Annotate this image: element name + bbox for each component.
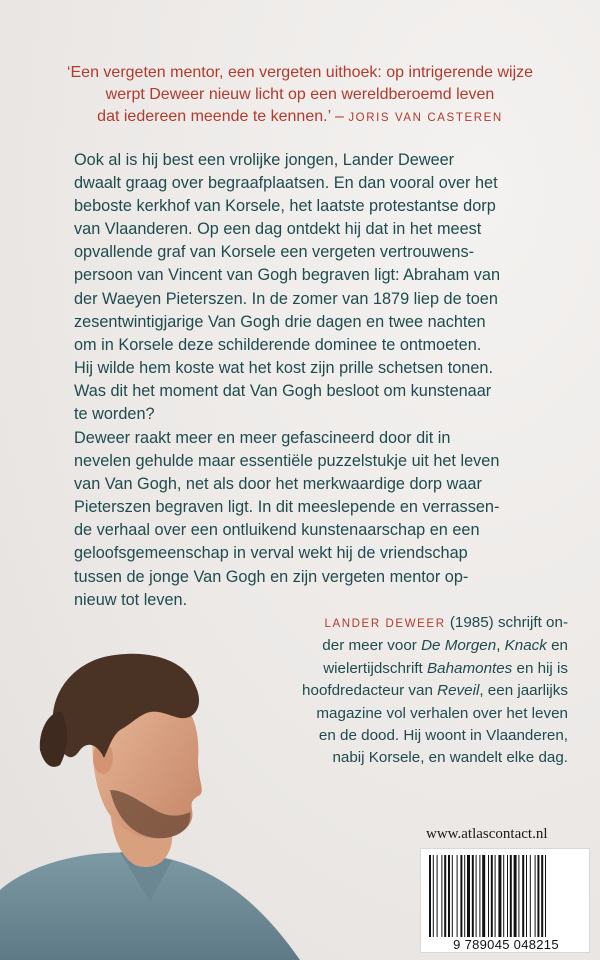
blurb-paragraph-1 xyxy=(74,149,544,426)
p1-line: om in Korsele deze schilderende dominee te ontmoeten. xyxy=(74,335,482,354)
quote-line-3-text: dat iedereen meende te kennen.’ xyxy=(97,108,331,125)
publisher-url[interactable]: www.atlascontact.nl xyxy=(426,826,548,842)
bio-text: , xyxy=(496,637,505,655)
publication-title: Bahamontes xyxy=(427,659,513,677)
author-bio xyxy=(268,612,568,770)
p1-line: Ook al is hij best een vrolijke jongen, Lander Deweer xyxy=(74,151,455,169)
p1-line: te worden? xyxy=(74,405,155,424)
isbn-barcode xyxy=(420,848,590,953)
bio-text: wielertijdschrift xyxy=(323,659,427,677)
p1-line: persoon van Vincent van Gogh begraven ligt: Abraham van xyxy=(74,266,501,285)
blurb-paragraph-2 xyxy=(74,427,544,612)
quote-author: JORIS VAN CASTEREN xyxy=(348,112,503,124)
isbn-number: 9 789045 048215 xyxy=(453,937,559,952)
bio-line-1 xyxy=(268,612,568,635)
p1-line: der Waeyen Pieterszen. In de zomer van 1879 liep de toen xyxy=(74,289,498,308)
author-name: LANDER DEWEER xyxy=(324,618,446,630)
publication-title: Reveil xyxy=(437,682,480,700)
bio-line-5: magazine vol verhalen over het leven xyxy=(316,704,568,722)
p2-line: geloofsgemeenschap in verval wekt hij de vriendschap xyxy=(74,544,468,563)
p2-line: Deweer raakt meer en meer gefascineerd door dit in xyxy=(74,429,451,447)
publication-title: Knack xyxy=(504,637,547,655)
endorsement-quote xyxy=(0,62,600,129)
p2-line: tussen de jonge Van Gogh en zijn vergeten mentor op- xyxy=(74,567,469,586)
p1-line: zesentwintigjarige Van Gogh drie dagen en twee nachten xyxy=(74,312,486,331)
bio-text: (1985) schrijft on- xyxy=(445,614,568,631)
quote-line-3 xyxy=(0,106,600,129)
publication-title: De Morgen xyxy=(421,637,497,655)
bio-text: en xyxy=(546,637,568,655)
p1-line: beboste kerkhof van Korsele, het laatste protestantse dorp xyxy=(74,197,496,216)
p1-line: Was dit het moment dat Van Gogh besloot om kunstenaar xyxy=(74,381,492,400)
p2-line: nieuw tot leven. xyxy=(74,590,188,609)
bio-line-6: en de dood. Hij woont in Vlaanderen, xyxy=(318,727,568,745)
bio-text: en hij is xyxy=(512,659,568,677)
bio-line-2 xyxy=(268,635,568,657)
barcode-icon xyxy=(427,855,585,937)
quote-line-1: ‘Een vergeten mentor, een vergeten uithoek: op intrigerende wijze xyxy=(66,64,534,81)
p1-line: van Vlaanderen. Op een dag ontdekt hij dat in het meest xyxy=(74,220,482,239)
bio-text: hoofdredacteur van xyxy=(302,682,438,700)
bio-line-4 xyxy=(268,680,568,702)
p1-line: opvallende graf van Korsele een vergeten vertrouwens- xyxy=(74,243,475,262)
bio-line-3 xyxy=(268,658,568,680)
quote-line-2: werpt Deweer nieuw licht op een wereldberoemd leven xyxy=(105,86,495,103)
p2-line: Pieterszen begraven ligt. In dit meeslepende en verrassen- xyxy=(74,498,500,517)
p1-line: Hij wilde hem koste wat het kost zijn prille schetsen tonen. xyxy=(74,358,493,377)
p1-line: dwaalt graag over begraafplaatsen. En dan vooral over het xyxy=(74,174,498,193)
p2-line: nevelen gehulde maar essentiële puzzelstukje uit het leven xyxy=(74,452,500,471)
p2-line: de verhaal over een ontluikend kunstenaarschap en een xyxy=(74,521,480,540)
quote-dash: – xyxy=(330,108,349,125)
p2-line: van Van Gogh, net als door het merkwaardige dorp waar xyxy=(74,475,482,494)
bio-text: der meer voor xyxy=(322,637,422,655)
bio-line-7: nabij Korsele, en wandelt elke dag. xyxy=(332,749,568,767)
bio-text: , een jaarlijks xyxy=(479,682,568,700)
